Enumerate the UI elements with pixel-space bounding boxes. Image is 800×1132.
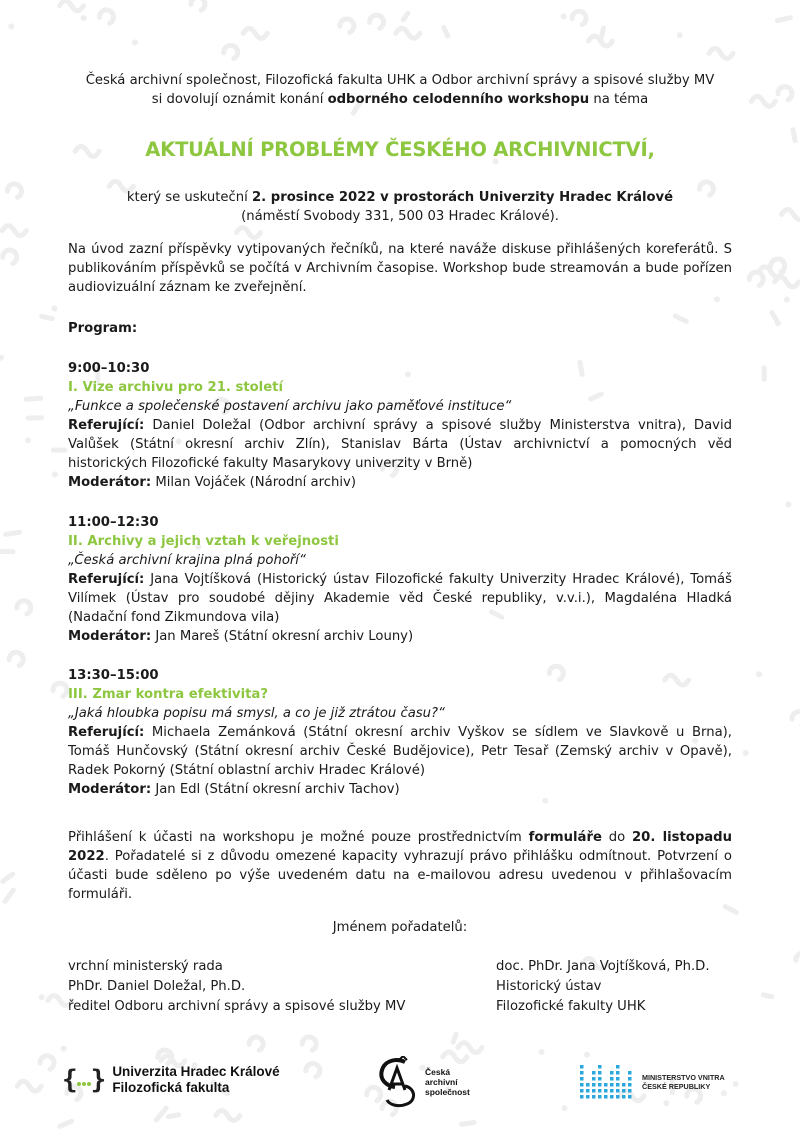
background-squiggle (777, 18, 790, 21)
mv-grid-dot (610, 1089, 614, 1093)
mv-grid-dot (598, 1083, 602, 1087)
uhk-brace-icon: { } (62, 1065, 105, 1095)
mv-grid-dot (598, 1077, 602, 1081)
background-squiggle (453, 1034, 456, 1042)
mv-grid-dot (616, 1071, 620, 1075)
cas-logo-text (425, 1067, 470, 1097)
mv-grid-dot (586, 1083, 590, 1087)
footer-logos (0, 1050, 800, 1120)
cas-line: archivní (425, 1077, 458, 1087)
background-squiggle (7, 184, 21, 197)
background-squiggle (396, 28, 420, 38)
background-squiggle (743, 750, 749, 756)
mv-grid-dot (580, 1095, 584, 1099)
background-squiggle (561, 14, 567, 20)
speakers-text: Jana Vojtíšková (Historický ústav Filozofické fakulty Univerzity Hradec Králové), Tomáš Vilímek (Ústav pro soudobé dějiny Akademie věd České republiky, v.v.i.), Magdaléna Hladká (Nadační fond Zikmundova vila) (68, 572, 732, 625)
mv-grid-dot (610, 1083, 614, 1087)
mv-line: MINISTERSTVO VNITRA (642, 1073, 725, 1082)
registration-form-link[interactable]: formuláře (528, 830, 602, 845)
cas-emblem-icon (375, 1056, 421, 1108)
signature-right-line: Historický ústav (496, 979, 602, 994)
background-squiggle (677, 32, 683, 38)
signature-right-line: doc. PhDr. Jana Vojtíšková, Ph.D. (496, 959, 710, 974)
registration-text (68, 828, 732, 904)
background-squiggle (601, 28, 604, 38)
session-moderator (68, 473, 732, 492)
mv-grid-dot (592, 1071, 596, 1075)
date-bold: 2. prosince 2022 v prostorách Univerzity Hradec Králové (251, 190, 674, 205)
background-squiggle (370, 15, 384, 28)
signature-left-line: vrchní ministerský rada (68, 959, 223, 974)
background-squiggle (675, 316, 686, 321)
mv-grid-dot (616, 1065, 620, 1069)
background-squiggle (340, 19, 354, 32)
moderator-label: Moderátor: (68, 782, 152, 797)
background-squiggle (725, 906, 736, 912)
mv-grid-dot (586, 1095, 590, 1099)
registration-paragraph (68, 828, 732, 904)
session-speakers (68, 570, 732, 627)
background-squiggle (785, 501, 791, 507)
background-squiggle (302, 1037, 316, 1050)
background-squiggle (132, 39, 138, 45)
mv-logo-text (642, 1073, 725, 1091)
intro-line-1: Česká archivní společnost, Filozofická fakulta UHK a Odbor archivní správy a spisové služby MV (85, 73, 715, 88)
signatures-heading: Jménem pořadatelů: (332, 920, 468, 935)
background-squiggle (709, 48, 733, 58)
mv-grid-dot (622, 1083, 626, 1087)
background-squiggle (782, 210, 800, 220)
mv-grid-dot (616, 1095, 620, 1099)
background-squiggle (60, 1121, 72, 1126)
background-squiggle (796, 953, 800, 966)
session-title: I. Vize archivu pro 21. století (68, 380, 283, 395)
background-squiggle (462, 1122, 475, 1124)
background-squiggle (249, 1037, 263, 1050)
intro-paragraph (68, 240, 732, 297)
background-squiggle (2, 226, 26, 236)
intro-line-2-bold: odborného celodenního workshopu (327, 92, 590, 107)
date-location (68, 188, 732, 226)
registration-pre: Přihlášení k účasti na workshopu je možné pouze prostřednictvím (68, 830, 529, 845)
mv-grid-dot (604, 1095, 608, 1099)
moderator-label: Moderátor: (68, 629, 152, 644)
mv-grid-dot (592, 1095, 596, 1099)
session-1 (68, 359, 732, 492)
mv-line: ČESKÉ REPUBLIKY (642, 1082, 711, 1091)
mv-grid-dot (610, 1095, 614, 1099)
session-2 (68, 513, 732, 646)
mv-grid-dot (616, 1089, 620, 1093)
speakers-text: Michaela Zemánková (Státní okresní archiv Vyškov se sídlem ve Slavkově u Brna), Tomáš Hunčovský (Státní okresní archiv České Budějovice), Petr Tesař (Zemský archiv v Opavě), Radek Pokorný (Státní oblastní archiv Hradec Králové) (68, 725, 732, 778)
mv-grid-dot (628, 1083, 632, 1087)
date-pre: který se uskuteční (126, 190, 252, 205)
background-squiggle (775, 277, 799, 287)
session-time: 9:00–10:30 (68, 361, 150, 376)
background-squiggle (53, 683, 67, 696)
workshop-title: AKTUÁLNÍ PROBLÉMY ČESKÉHO ARCHIVNICTVÍ, (145, 138, 655, 161)
background-squiggle (26, 398, 40, 399)
mv-grid-dot (580, 1071, 584, 1075)
mv-grid-dot (604, 1083, 608, 1087)
uhk-logo-text (112, 1064, 279, 1096)
intro-line-2 (68, 90, 732, 109)
signature-left-line: PhDr. Daniel Doležal, Ph.D. (68, 979, 246, 994)
mv-grid-dot (580, 1065, 584, 1069)
mv-grid-dot (598, 1071, 602, 1075)
speakers-label: Referující: (68, 725, 145, 740)
program-label: Program: (68, 321, 138, 336)
background-squiggle (714, 296, 720, 302)
mv-grid-dot (592, 1089, 596, 1093)
mv-grid-dot (586, 1089, 590, 1093)
background-squiggle (751, 96, 775, 106)
registration-deadline: 20. listopadu 2022 (68, 830, 733, 864)
cas-line: společnost (425, 1087, 470, 1097)
background-squiggle (9, 652, 23, 665)
background-squiggle (403, 13, 408, 20)
signature-right (496, 957, 710, 1017)
signature-left (68, 957, 405, 1017)
background-squiggle (588, 36, 612, 46)
mv-grid-dot (622, 1095, 626, 1099)
background-squiggle (99, 10, 113, 23)
intro-text (68, 71, 732, 109)
mv-logo (578, 1062, 725, 1102)
background-squiggle (775, 320, 781, 326)
mv-grid-dot (628, 1095, 632, 1099)
session-speakers (68, 723, 732, 780)
background-squiggle (749, 272, 763, 285)
background-squiggle (42, 316, 53, 318)
mv-grid-dot (598, 1095, 602, 1099)
mv-grid-dot (592, 1077, 596, 1081)
uhk-name: Univerzita Hradec Králové (112, 1064, 280, 1079)
mv-grid-dot (580, 1077, 584, 1081)
background-squiggle (778, 87, 792, 100)
session-title: III. Zmar kontra efektivita? (68, 687, 268, 702)
date-line (68, 188, 732, 207)
speakers-label: Referující: (68, 572, 145, 587)
mv-grid-dot (598, 1089, 602, 1093)
background-squiggle (52, 306, 58, 312)
registration-mid: do (601, 830, 632, 845)
intro-line-2-pre: si dovolují oznámit konání (151, 92, 328, 107)
background-squiggle (243, 28, 267, 38)
background-squiggle (784, 297, 790, 303)
intro-paragraph-text: Na úvod zazní příspěvky vytipovaných řečníků, na které naváže diskuse přihlášených koreferátů. S publikováním příspěvků se počítá v Archivním časopise. Workshop bude streamován a bude pořízen audiovizuální záznam ke zveřejnění. (68, 242, 732, 295)
background-squiggle (756, 671, 762, 677)
background-squiggle (236, 228, 260, 238)
speakers-label: Referující: (68, 418, 145, 433)
background-squiggle (5, 890, 13, 901)
background-squiggle (81, 15, 87, 21)
session-title: II. Archivy a jejich vztah k veřejnosti (68, 534, 339, 549)
speakers-text: Daniel Doležal (Odbor archivní správy a spisové služby Ministerstva vnitra), David Valůšek (Státní okresní archiv Zlín), Stanislav Bárta (Ústav archivnictví a pomocných věd historických Filozofické fakulty Masarykovy univerzity v Brně) (68, 418, 732, 471)
mv-grid-dot (610, 1077, 614, 1081)
signature-left-line: ředitel Odboru archivní správy a spisové služby MV (68, 999, 406, 1014)
mv-grid-dot (604, 1089, 608, 1093)
background-squiggle (763, 995, 772, 997)
background-squiggle (17, 601, 31, 614)
address-line: (náměstí Svobody 331, 500 03 Hradec Králové). (241, 209, 559, 224)
background-squiggle (793, 130, 795, 141)
intro-line-2-post: na téma (589, 92, 649, 107)
uhk-faculty: Filozofická fakulta (112, 1080, 230, 1095)
background-squiggle (52, 471, 58, 477)
session-quote: „Česká archivní krajina plná pohoří“ (68, 553, 306, 568)
background-squiggle (60, 1, 84, 11)
session-3 (68, 666, 732, 799)
moderator-text: Jan Edl (Státní okresní archiv Tachov) (151, 782, 400, 797)
background-squiggle (8, 23, 14, 29)
session-speakers (68, 416, 732, 473)
moderator-text: Jan Mareš (Státní okresní archiv Louny) (151, 629, 414, 644)
session-time: 11:00–12:30 (68, 515, 159, 530)
session-moderator (68, 780, 732, 799)
session-time: 13:30–15:00 (68, 668, 159, 683)
background-squiggle (224, 45, 238, 58)
moderator-label: Moderátor: (68, 475, 152, 490)
session-quote: „Funkce a společenské postavení archivu jako paměťové instituce“ (68, 399, 512, 414)
mv-grid-dot (598, 1065, 602, 1069)
mv-grid-dot (622, 1089, 626, 1093)
mv-dot-grid-icon (578, 1062, 634, 1102)
mv-grid-dot (580, 1089, 584, 1093)
background-squiggle (444, 27, 448, 36)
mv-grid-dot (580, 1083, 584, 1087)
background-squiggle (39, 994, 45, 1000)
registration-post: . Pořadatelé si z důvodu omezené kapacity vyhrazují právo přihlášku odmítnout. Potvrzení o účasti bude sděleno po výše uvedeném datu na e-mailovou adresu uvedenou v přihlašovacím formuláři. (68, 849, 732, 902)
mv-grid-dot (616, 1083, 620, 1087)
cas-line: Česká (425, 1067, 451, 1077)
mv-grid-dot (610, 1071, 614, 1075)
background-squiggle (3, 874, 13, 881)
background-squiggle (572, 11, 586, 24)
background-squiggle (792, 712, 800, 725)
mv-grid-dot (628, 1089, 632, 1093)
background-squiggle (191, 0, 205, 10)
mv-grid-dot (616, 1077, 620, 1081)
background-squiggle (25, 437, 31, 443)
signature-right-line: Filozofické fakulty UHK (496, 999, 646, 1014)
background-squiggle (772, 313, 777, 321)
background-squiggle (0, 357, 1, 365)
background-squiggle (6, 532, 20, 534)
uhk-logo (62, 1064, 280, 1096)
background-squiggle (3, 250, 17, 263)
cas-logo (375, 1056, 470, 1108)
session-moderator (68, 627, 732, 646)
moderator-text: Milan Vojáček (Národní archiv) (151, 475, 356, 490)
mv-grid-dot (628, 1077, 632, 1081)
session-quote: „Jaká hloubka popisu má smysl, a co je již ztrátou času?“ (68, 706, 445, 721)
mv-grid-dot (628, 1071, 632, 1075)
mv-grid-dot (592, 1083, 596, 1087)
